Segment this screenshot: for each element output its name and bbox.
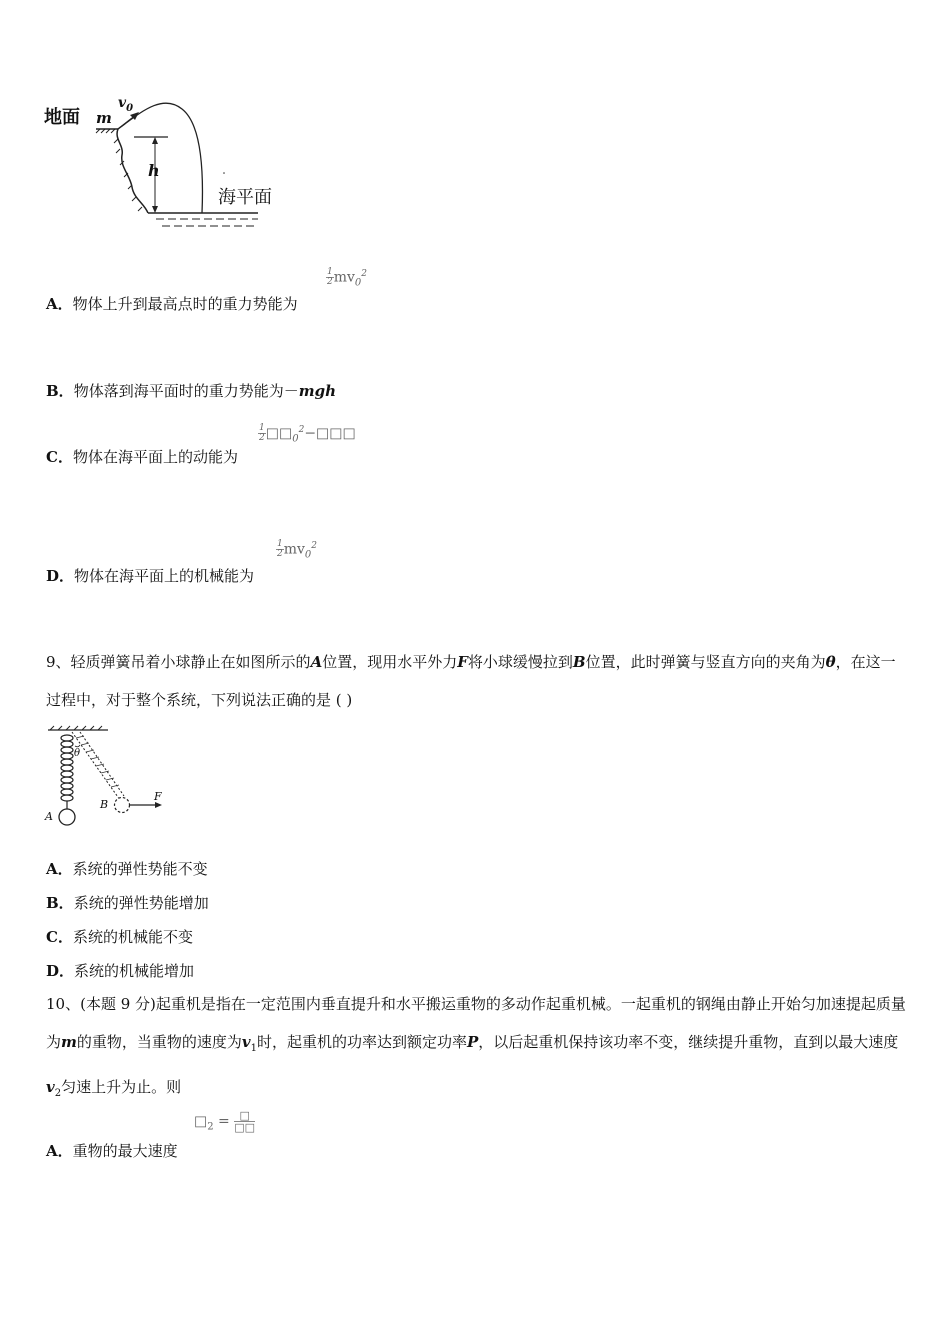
spring-figure <box>44 724 174 830</box>
q8-a-formula: $\frac{1}{2}$ $mv_0^2$ <box>327 267 368 289</box>
q8-c-formula: $\frac{1}{2}$ $□□_0^2-□□□$ <box>259 423 356 445</box>
q10-a-formula: $□_2$ = $\frac{□}{□□}$ <box>194 1109 256 1134</box>
q8-option-c[interactable]: C．物体在海平面上的动能为 <box>46 448 238 466</box>
q10-stem: 10、(本题 9 分)起重机是指在一定范围内垂直提升和水平搬运重物的多动作起重机械。一起重机的钢绳由静止开始匀加速提起质量为m的重物，当重物的速度为$v_1$时，起重机的功率达到额定功率P，以后起重机保持该功率不变，继续提升重物，直到以最大速度$v_2$匀速上升为止。则 <box>46 995 906 1099</box>
velocity-label: $v_0$ <box>118 95 134 114</box>
q8-option-a[interactable]: A．物体上升到最高点时的重力势能为 <box>46 295 298 313</box>
spring-label-f: F <box>154 790 162 803</box>
q9-option-b[interactable]: B．系统的弹性势能增加 <box>46 894 209 912</box>
spring-label-a: A <box>45 810 53 823</box>
q9-option-a[interactable]: A．系统的弹性势能不变 <box>46 860 208 878</box>
q10-number: 10、 <box>46 995 81 1013</box>
sea-level-label: 海平面 <box>218 187 272 208</box>
height-label: h <box>148 161 160 180</box>
spring-label-theta: θ <box>74 748 81 759</box>
mass-label: m <box>96 109 112 127</box>
ground-label: 地面 <box>44 107 80 128</box>
q8-option-b[interactable]: B．物体落到海平面时的重力势能为－mgh <box>46 382 336 400</box>
q9-stem: 9、轻质弹簧吊着小球静止在如图所示的A位置，现用水平外力F将小球缓慢拉到B位置，此时弹簧与竖直方向的夹角为θ，在这一过程中，对于整个系统，下列说法正确的是 ( ) <box>46 653 896 709</box>
q8-option-d[interactable]: D．物体在海平面上的机械能为 <box>46 567 255 585</box>
q9-number: 9、 <box>46 653 71 671</box>
spring-diagram <box>44 724 174 830</box>
q10-option-a[interactable]: A．重物的最大速度 <box>46 1142 178 1160</box>
q9-option-d[interactable]: D．系统的机械能增加 <box>46 962 195 980</box>
cliff-diagram <box>44 95 284 235</box>
spring-label-b: B <box>100 798 109 811</box>
cliff-figure <box>44 95 284 235</box>
q8-d-formula: $\frac{1}{2}$ $mv_0^2$ <box>277 539 318 561</box>
q9-option-c[interactable]: C．系统的机械能不变 <box>46 928 193 946</box>
